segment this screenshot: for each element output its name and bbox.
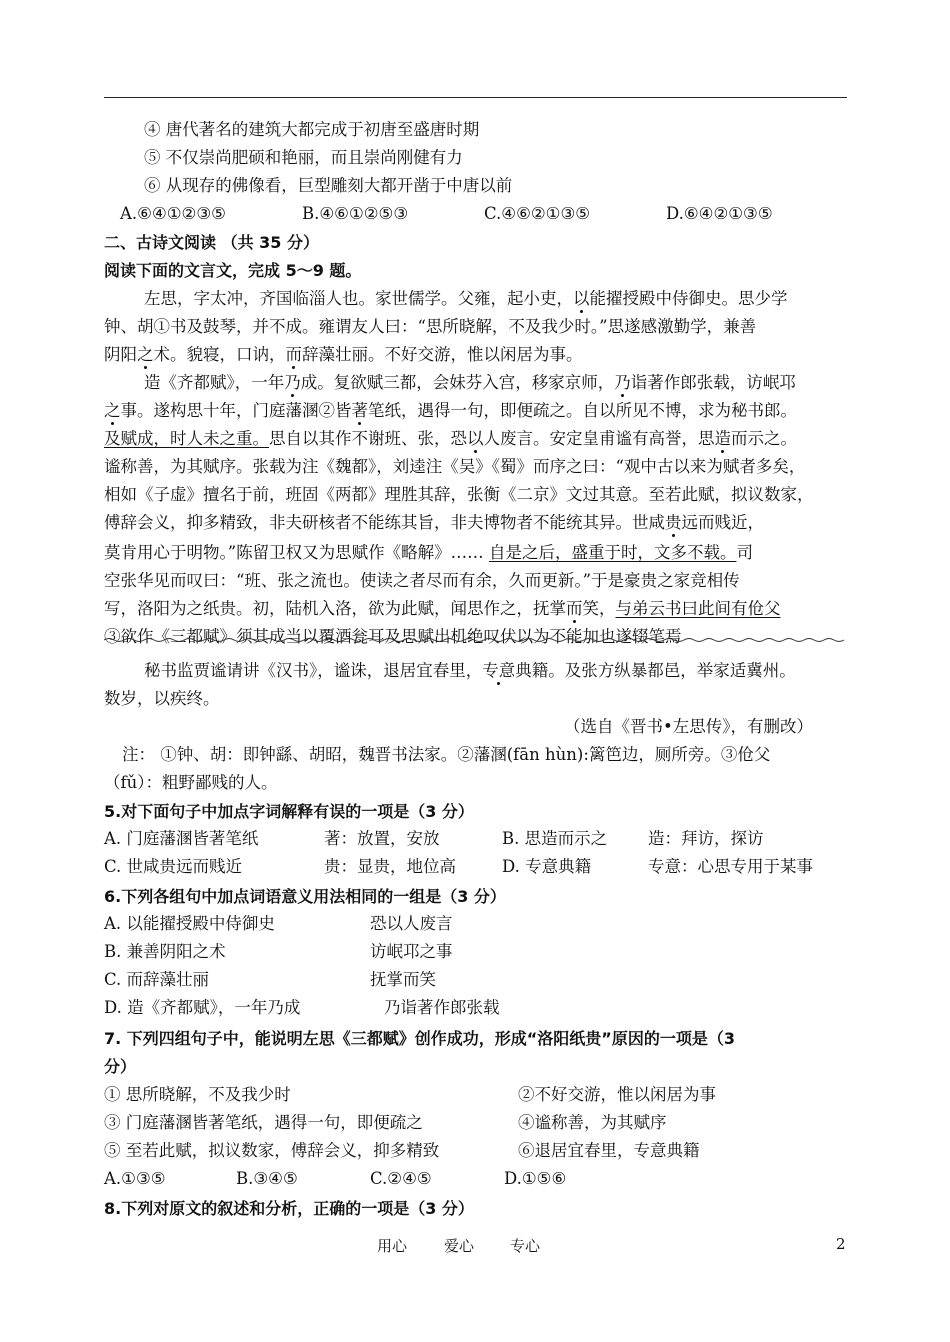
- q6-option-c-pair: 抚掌而笑: [370, 970, 436, 989]
- q6-option-d-pair: 乃诣著作郎张载: [384, 998, 500, 1017]
- q5-option-c-explanation: 贵：显贵，地位高: [324, 857, 456, 876]
- q7-item-3: ③ 门庭藩溷皆著笔纸，遇得一句，即便疏之: [104, 1113, 423, 1132]
- passage-line: 左思，字太冲，齐国临淄人也。家世儒学。父雍，起小吏，以能擢授殿中侍御史。思少学: [144, 289, 788, 308]
- q6-option-a: A. 以能擢授殿中侍御史: [104, 914, 275, 933]
- notes-line: 注： ①钟、胡：即钟繇、胡昭，魏晋书法家。②藩溷(fān hùn):篱笆边，厕所旁。③伧父: [122, 745, 771, 764]
- instruction: 阅读下面的文言文，完成 5～9 题。: [104, 261, 362, 280]
- q7-title: 7. 下列四组句子中，能说明左思《三都赋》创作成功，形成“洛阳纸贵”原因的一项是（3: [104, 1029, 735, 1048]
- prev-item-4: ④ 唐代著名的建筑大都完成于初唐至盛唐时期: [144, 120, 480, 139]
- q7-title-cont: 分）: [104, 1057, 137, 1076]
- q7-option-a: A.①③⑤: [104, 1169, 166, 1188]
- q7-item-6: ⑥退居宜春里，专意典籍: [518, 1141, 700, 1160]
- q5-option-d: D. 专意典籍: [502, 857, 592, 876]
- source-citation: （选自《晋书•左思传》，有删改）: [564, 717, 813, 736]
- q8-title: 8.下列对原文的叙述和分析，正确的一项是（3 分）: [104, 1199, 474, 1218]
- q6-option-a-pair: 恐以人废言: [370, 914, 453, 933]
- q6-option-d: D. 造《齐都赋》，一年乃成: [104, 998, 301, 1017]
- q6-option-b-pair: 访岷邛之事: [370, 942, 453, 961]
- q5-option-d-explanation: 专意：心思专用于某事: [648, 857, 813, 876]
- passage-line: 莫肯用心于明物。”陈留卫权又为思赋作《略解》…… 自是之后，盛重于时，文多不载。司: [104, 543, 753, 562]
- q7-option-b: B.③④⑤: [236, 1169, 298, 1188]
- q6-option-b: B. 兼善阴阳之术: [104, 942, 226, 961]
- q5-title: 5.对下面句子中加点字词解释有误的一项是（3 分）: [104, 802, 474, 821]
- wavy-underline: [104, 637, 849, 643]
- header-rule: [104, 97, 847, 98]
- passage-line: 谧称善，为其赋序。张载为注《魏都》，刘逵注《吴》《蜀》而序之曰：“观中古以来为赋者多矣，: [104, 457, 806, 476]
- prev-option-c: C.④⑥②①③⑤: [484, 204, 591, 223]
- q7-option-d: D.①⑤⑥: [504, 1169, 567, 1188]
- q7-item-5: ⑤ 至若此赋，拟议数家，傅辞会义，抑多精致: [104, 1141, 440, 1160]
- q7-item-2: ②不好交游，惟以闲居为事: [518, 1085, 716, 1104]
- passage-line: 之事。遂构思十年，门庭藩溷②皆著笔纸，遇得一句，即便疏之。自以所见不博，求为秘书郎。: [104, 401, 797, 420]
- passage-line: 钟、胡①书及鼓琴，并不成。雍谓友人曰：“思所晓解，不及我少时。”思遂感激勤学，兼善: [104, 317, 757, 336]
- passage-line: 相如《子虚》擅名于前，班固《两都》理胜其辞，张衡《二京》文过其意。至若此赋，拟议数家，: [104, 485, 814, 504]
- q5-option-b-explanation: 造：拜访，探访: [648, 829, 764, 848]
- prev-option-a: A.⑥④①②③⑤: [120, 204, 226, 223]
- q5-option-a: A. 门庭藩溷皆著笔纸: [104, 829, 259, 848]
- section-title: 二、古诗文阅读 （共 35 分）: [104, 233, 319, 252]
- passage-line: 数岁，以疾终。: [104, 689, 220, 708]
- passage-line: 写，洛阳为之纸贵。初，陆机入洛，欲为此赋，闻思作之，抚掌而笑，与弟云书曰此间有伧父: [104, 599, 781, 618]
- passage-line: 傅辞会义，抑多精致，非夫研核者不能练其旨，非夫博物者不能统其异。世咸贵远而贱近，: [104, 513, 764, 532]
- passage-line: 造《齐都赋》，一年乃成。复欲赋三都，会妹芬入宫，移家京师，乃诣著作郎张载，访岷邛: [144, 373, 796, 392]
- footer-left: 用心: [377, 1237, 408, 1255]
- prev-option-d: D.⑥④②①③⑤: [666, 204, 773, 223]
- passage-line: 及赋成，时人未之重。思自以其作不谢班、张，恐以人废言。安定皇甫谧有高誉，思造而示之。: [104, 429, 797, 448]
- q6-option-c: C. 而辞藻壮丽: [104, 970, 210, 989]
- q5-option-c: C. 世咸贵远而贱近: [104, 857, 243, 876]
- prev-item-5: ⑤ 不仅崇尚肥硕和艳丽，而且崇尚刚健有力: [144, 148, 463, 167]
- passage-line: ③欲作《三都赋》须其成当以覆酒瓮耳及思赋出机绝叹伏以为不能加也遂辍笔焉: [104, 627, 682, 646]
- footer-mid: 爱心: [444, 1237, 475, 1255]
- q7-item-1: ① 思所晓解，不及我少时: [104, 1085, 291, 1104]
- q5-option-b: B. 思造而示之: [502, 829, 608, 848]
- q7-item-4: ④谧称善，为其赋序: [518, 1113, 667, 1132]
- passage-line: 阴阳之术。貌寝，口讷，而辞藻壮丽。不好交游，惟以闲居为事。: [104, 345, 583, 364]
- q7-option-c: C.②④⑤: [370, 1169, 432, 1188]
- q6-title: 6.下列各组句中加点词语意义用法相同的一组是（3 分）: [104, 887, 506, 906]
- passage-line: 秘书监贾谧请讲《汉书》，谧诛，退居宜春里，专意典籍。及张方纵暴都邑，举家适冀州。: [144, 661, 796, 680]
- notes-line: （fǔ）：粗野鄙贱的人。: [104, 773, 278, 792]
- prev-item-6: ⑥ 从现存的佛像看，巨型雕刻大都开凿于中唐以前: [144, 176, 513, 195]
- q5-option-a-explanation: 著：放置，安放: [324, 829, 440, 848]
- footer-right: 专心: [510, 1237, 541, 1255]
- prev-option-b: B.④⑥①②⑤③: [302, 204, 409, 223]
- passage-line: 空张华见而叹曰：“班、张之流也。使读之者尽而有余，久而更新。”于是豪贵之家竞相传: [104, 571, 740, 590]
- page-number: 2: [836, 1235, 846, 1253]
